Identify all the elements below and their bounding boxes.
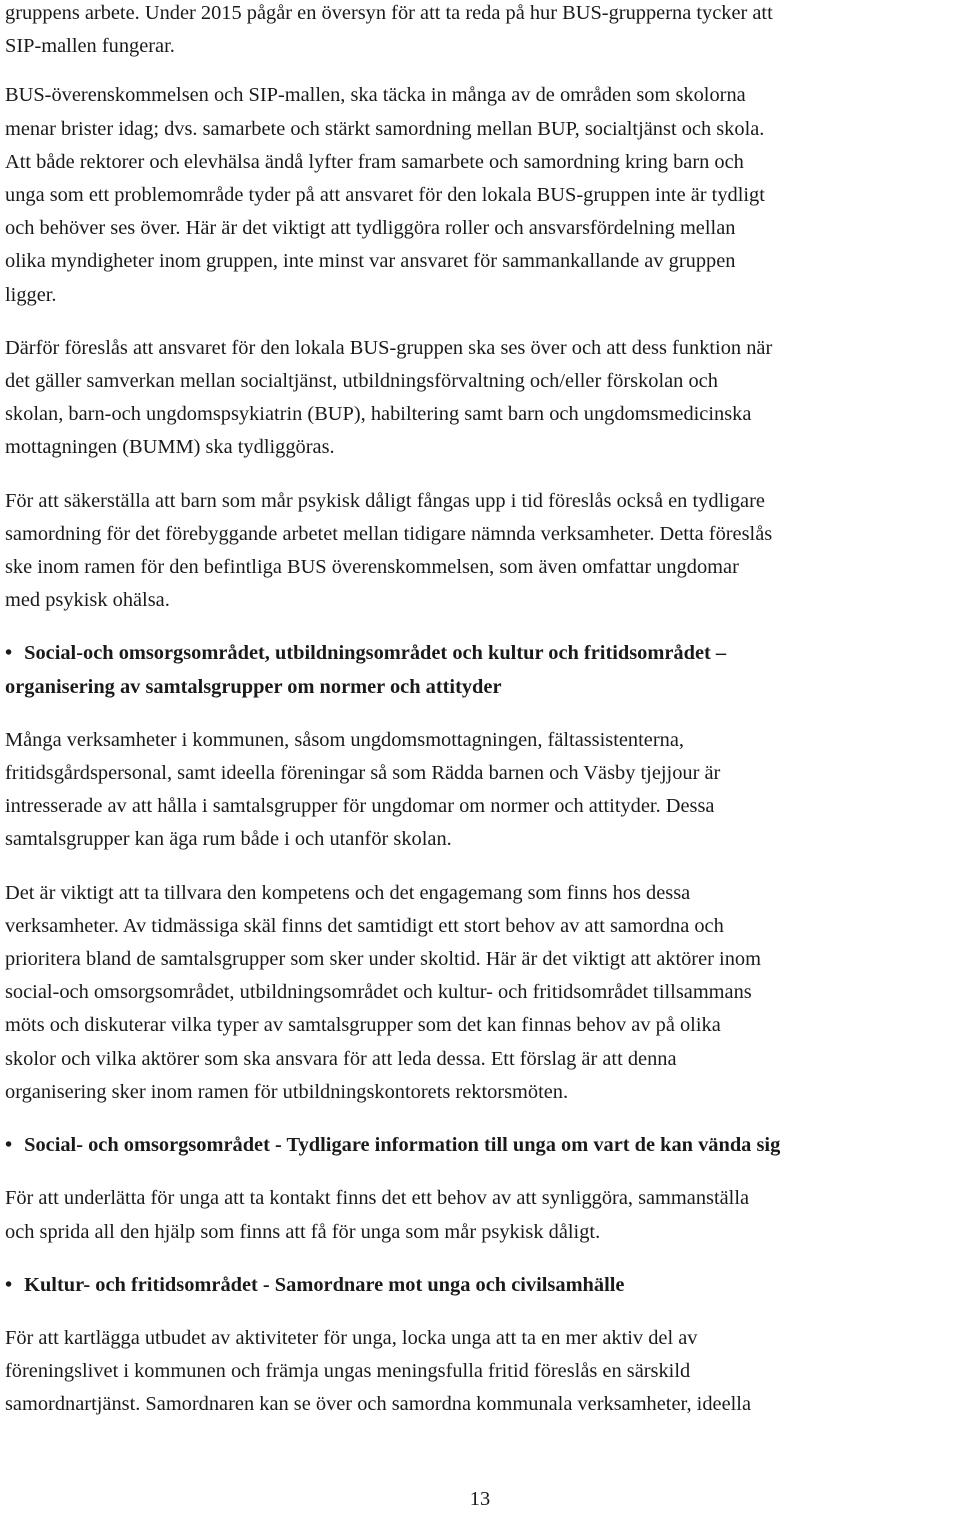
- text-line: skolan, barn-och ungdomspsykiatrin (BUP), habiltering samt barn och ungdomsmedicinska: [5, 403, 752, 426]
- text-line: social-och omsorgsområdet, utbildningsområdet och kultur- och fritidsområdet tillsammans: [5, 981, 752, 1004]
- text-line: samtalsgrupper kan äga rum både i och utanför skolan.: [5, 828, 452, 851]
- heading-text: Social- och omsorgsområdet - Tydligare information till unga om vart de kan vända sig: [24, 1134, 781, 1157]
- text-line: organisering sker inom ramen för utbildningskontorets rektorsmöten.: [5, 1080, 569, 1103]
- text-line: BUS-överenskommelsen och SIP-mallen, ska täcka in många av de områden som skolorna: [5, 84, 746, 107]
- section-heading-talk-groups: [5, 637, 960, 703]
- text-line: För att säkerställa att barn som mår psykisk dåligt fångas upp i tid föreslås också en tydligare: [5, 489, 765, 512]
- text-line: intresserade av att hålla i samtalsgrupper för ungdomar om normer och attityder. Dessa: [5, 795, 715, 818]
- paragraph-contact: [5, 1182, 960, 1248]
- text-line: skolor och vilka aktörer som ska ansvara för att leda dessa. Ett förslag är att denna: [5, 1047, 677, 1070]
- text-line: Det är viktigt att ta tillvara den kompetens och det engagemang som finns hos dessa: [5, 881, 691, 904]
- bullet-icon: •: [5, 1134, 13, 1157]
- section-heading-information: [5, 1129, 960, 1162]
- document-page: [5, 0, 960, 1422]
- bullet-icon: •: [5, 642, 13, 665]
- text-line: föreningslivet i kommunen och främja ungas meningsfulla fritid föreslås en särskild: [5, 1360, 691, 1383]
- paragraph-many-organisations: [5, 724, 960, 857]
- text-line: med psykisk ohälsa.: [5, 589, 170, 612]
- paragraph-bus-agreement: [5, 79, 960, 311]
- text-line: menar brister idag; dvs. samarbete och stärkt samordning mellan BUP, socialtjänst och skola.: [5, 117, 765, 140]
- text-line: och sprida all den hjälp som finns att få för unga som mår psykisk dåligt.: [5, 1220, 601, 1243]
- paragraph-responsibility-proposal: [5, 332, 960, 465]
- paragraph-sip-review: [5, 0, 960, 63]
- text-line: SIP-mallen fungerar.: [5, 35, 175, 58]
- heading-text: organisering av samtalsgrupper om normer och attityder: [5, 675, 502, 698]
- paragraph-preventive-coordination: [5, 485, 960, 618]
- text-line: Därför föreslås att ansvaret för den lokala BUS-gruppen ska ses över och att dess funktion när: [5, 336, 773, 359]
- text-line: fritidsgårdspersonal, samt ideella föreningar så som Rädda barnen och Väsby tjejjour är: [5, 762, 721, 785]
- heading-text: Kultur- och fritidsområdet - Samordnare mot unga och civilsamhälle: [24, 1273, 625, 1296]
- bullet-icon: •: [5, 1273, 13, 1296]
- text-line: prioritera bland de samtalsgrupper som sker under skoltid. Här är det viktigt att aktörer inom: [5, 948, 761, 971]
- text-line: möts och diskuterar vilka typer av samtalsgrupper som det kan finnas behov av på olika: [5, 1014, 721, 1037]
- text-line: Att både rektorer och elevhälsa ändå lyfter fram samarbete och samordning kring barn och: [5, 150, 744, 173]
- text-line: mottagningen (BUMM) ska tydliggöras.: [5, 436, 335, 459]
- paragraph-activities: [5, 1322, 960, 1422]
- text-line: det gäller samverkan mellan socialtjänst, utbildningsförvaltning och/eller förskolan och: [5, 370, 718, 393]
- text-line: Många verksamheter i kommunen, såsom ungdomsmottagningen, fältassistenterna,: [5, 728, 684, 751]
- text-line: samordnartjänst. Samordnaren kan se över och samordna kommunala verksamheter, ideella: [5, 1393, 752, 1416]
- text-line: ske inom ramen för den befintliga BUS överenskommelsen, som även omfattar ungdomar: [5, 556, 739, 579]
- paragraph-competence: [5, 877, 960, 1109]
- text-line: samordning för det förebyggande arbetet mellan tidigare nämnda verksamheter. Detta föreslås: [5, 522, 773, 545]
- page-number: 13: [469, 1488, 491, 1510]
- text-line: För att kartlägga utbudet av aktiviteter för unga, locka unga att ta en mer aktiv del av: [5, 1326, 698, 1349]
- text-line: unga som ett problemområde tyder på att ansvaret för den lokala BUS-gruppen inte är tydligt: [5, 184, 765, 207]
- text-line: verksamheter. Av tidmässiga skäl finns det samtidigt ett stort behov av att samordna och: [5, 914, 724, 937]
- text-line: gruppens arbete. Under 2015 pågår en översyn för att ta reda på hur BUS-grupperna tycker att: [5, 2, 773, 24]
- heading-text: Social-och omsorgsområdet, utbildningsområdet och kultur och fritidsområdet –: [24, 642, 727, 665]
- text-line: ligger.: [5, 283, 57, 306]
- text-line: För att underlätta för unga att ta kontakt finns det ett behov av att synliggöra, sammanställa: [5, 1187, 750, 1210]
- text-line: olika myndigheter inom gruppen, inte minst var ansvaret för sammankallande av gruppen: [5, 250, 736, 273]
- text-line: och behöver ses över. Här är det viktigt att tydliggöra roller och ansvarsfördelning mellan: [5, 217, 736, 240]
- section-heading-coordinator: [5, 1269, 960, 1302]
